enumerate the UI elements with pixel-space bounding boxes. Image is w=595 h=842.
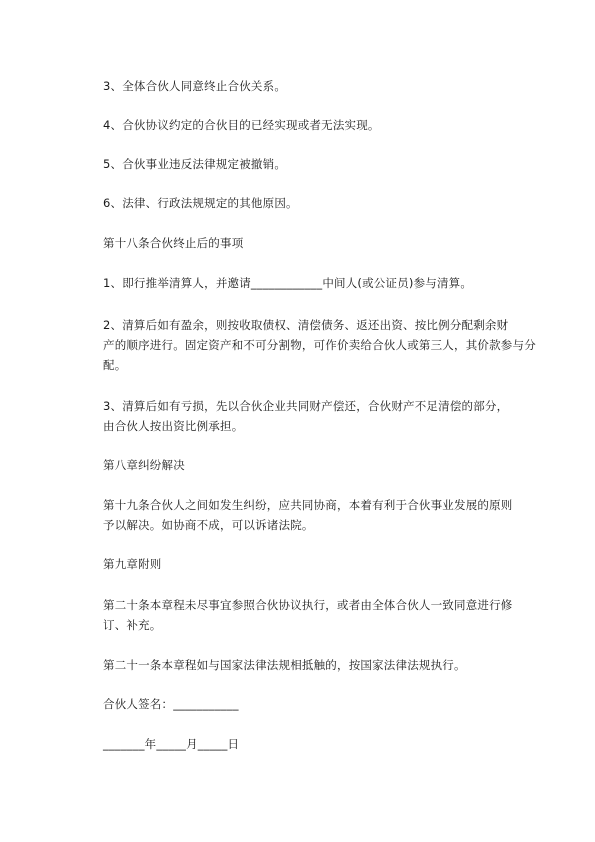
article-20-line-1: 第二十条本章程未尽事宜参照合伙协议执行，或者由全体合伙人一致同意进行修 xyxy=(103,598,513,612)
article-19-line-2: 予以解决。如协商不成，可以诉诸法院。 xyxy=(103,518,314,532)
article-19-line-1: 第十九条合伙人之间如发生纠纷，应共同协商，本着有利于合伙事业发展的原则 xyxy=(103,498,513,512)
signature-date: _______年_____月_____日 xyxy=(103,737,240,751)
article-20-line-2: 订、补充。 xyxy=(103,618,162,632)
chapter-9-heading: 第九章附则 xyxy=(103,557,162,571)
article-18-item-2-line-3: 配。 xyxy=(103,358,127,372)
article-18-item-3-line-2: 由合伙人按出资比例承担。 xyxy=(103,419,244,433)
clause-3: 3、全体合伙人同意终止合伙关系。 xyxy=(103,79,287,93)
article-18-item-3-line-1: 3、清算后如有亏损，先以合伙企业共同财产偿还，合伙财产不足清偿的部分， xyxy=(103,399,509,413)
partner-signature: 合伙人签名：___________ xyxy=(103,697,239,711)
article-18-item-1: 1、即行推举清算人，并邀请____________中间人(或公证员)参与清算。 xyxy=(103,276,473,290)
article-18-item-2-line-1: 2、清算后如有盈余，则按收取债权、清偿债务、返还出资、按比例分配剩余财 xyxy=(103,318,509,332)
clause-5: 5、合伙事业违反法律规定被撤销。 xyxy=(103,157,287,171)
article-18-item-2-line-2: 产的顺序进行。固定资产和不可分割物，可作价卖给合伙人或第三人，其价款参与分 xyxy=(103,338,536,352)
clause-6: 6、法律、行政法规规定的其他原因。 xyxy=(103,196,298,210)
clause-4: 4、合伙协议约定的合伙目的已经实现或者无法实现。 xyxy=(103,118,380,132)
chapter-8-heading: 第八章纠纷解决 xyxy=(103,458,185,472)
article-21: 第二十一条本章程如与国家法律法规相抵触的，按国家法律法规执行。 xyxy=(103,658,466,672)
article-18-heading: 第十八条合伙终止后的事项 xyxy=(103,236,244,250)
